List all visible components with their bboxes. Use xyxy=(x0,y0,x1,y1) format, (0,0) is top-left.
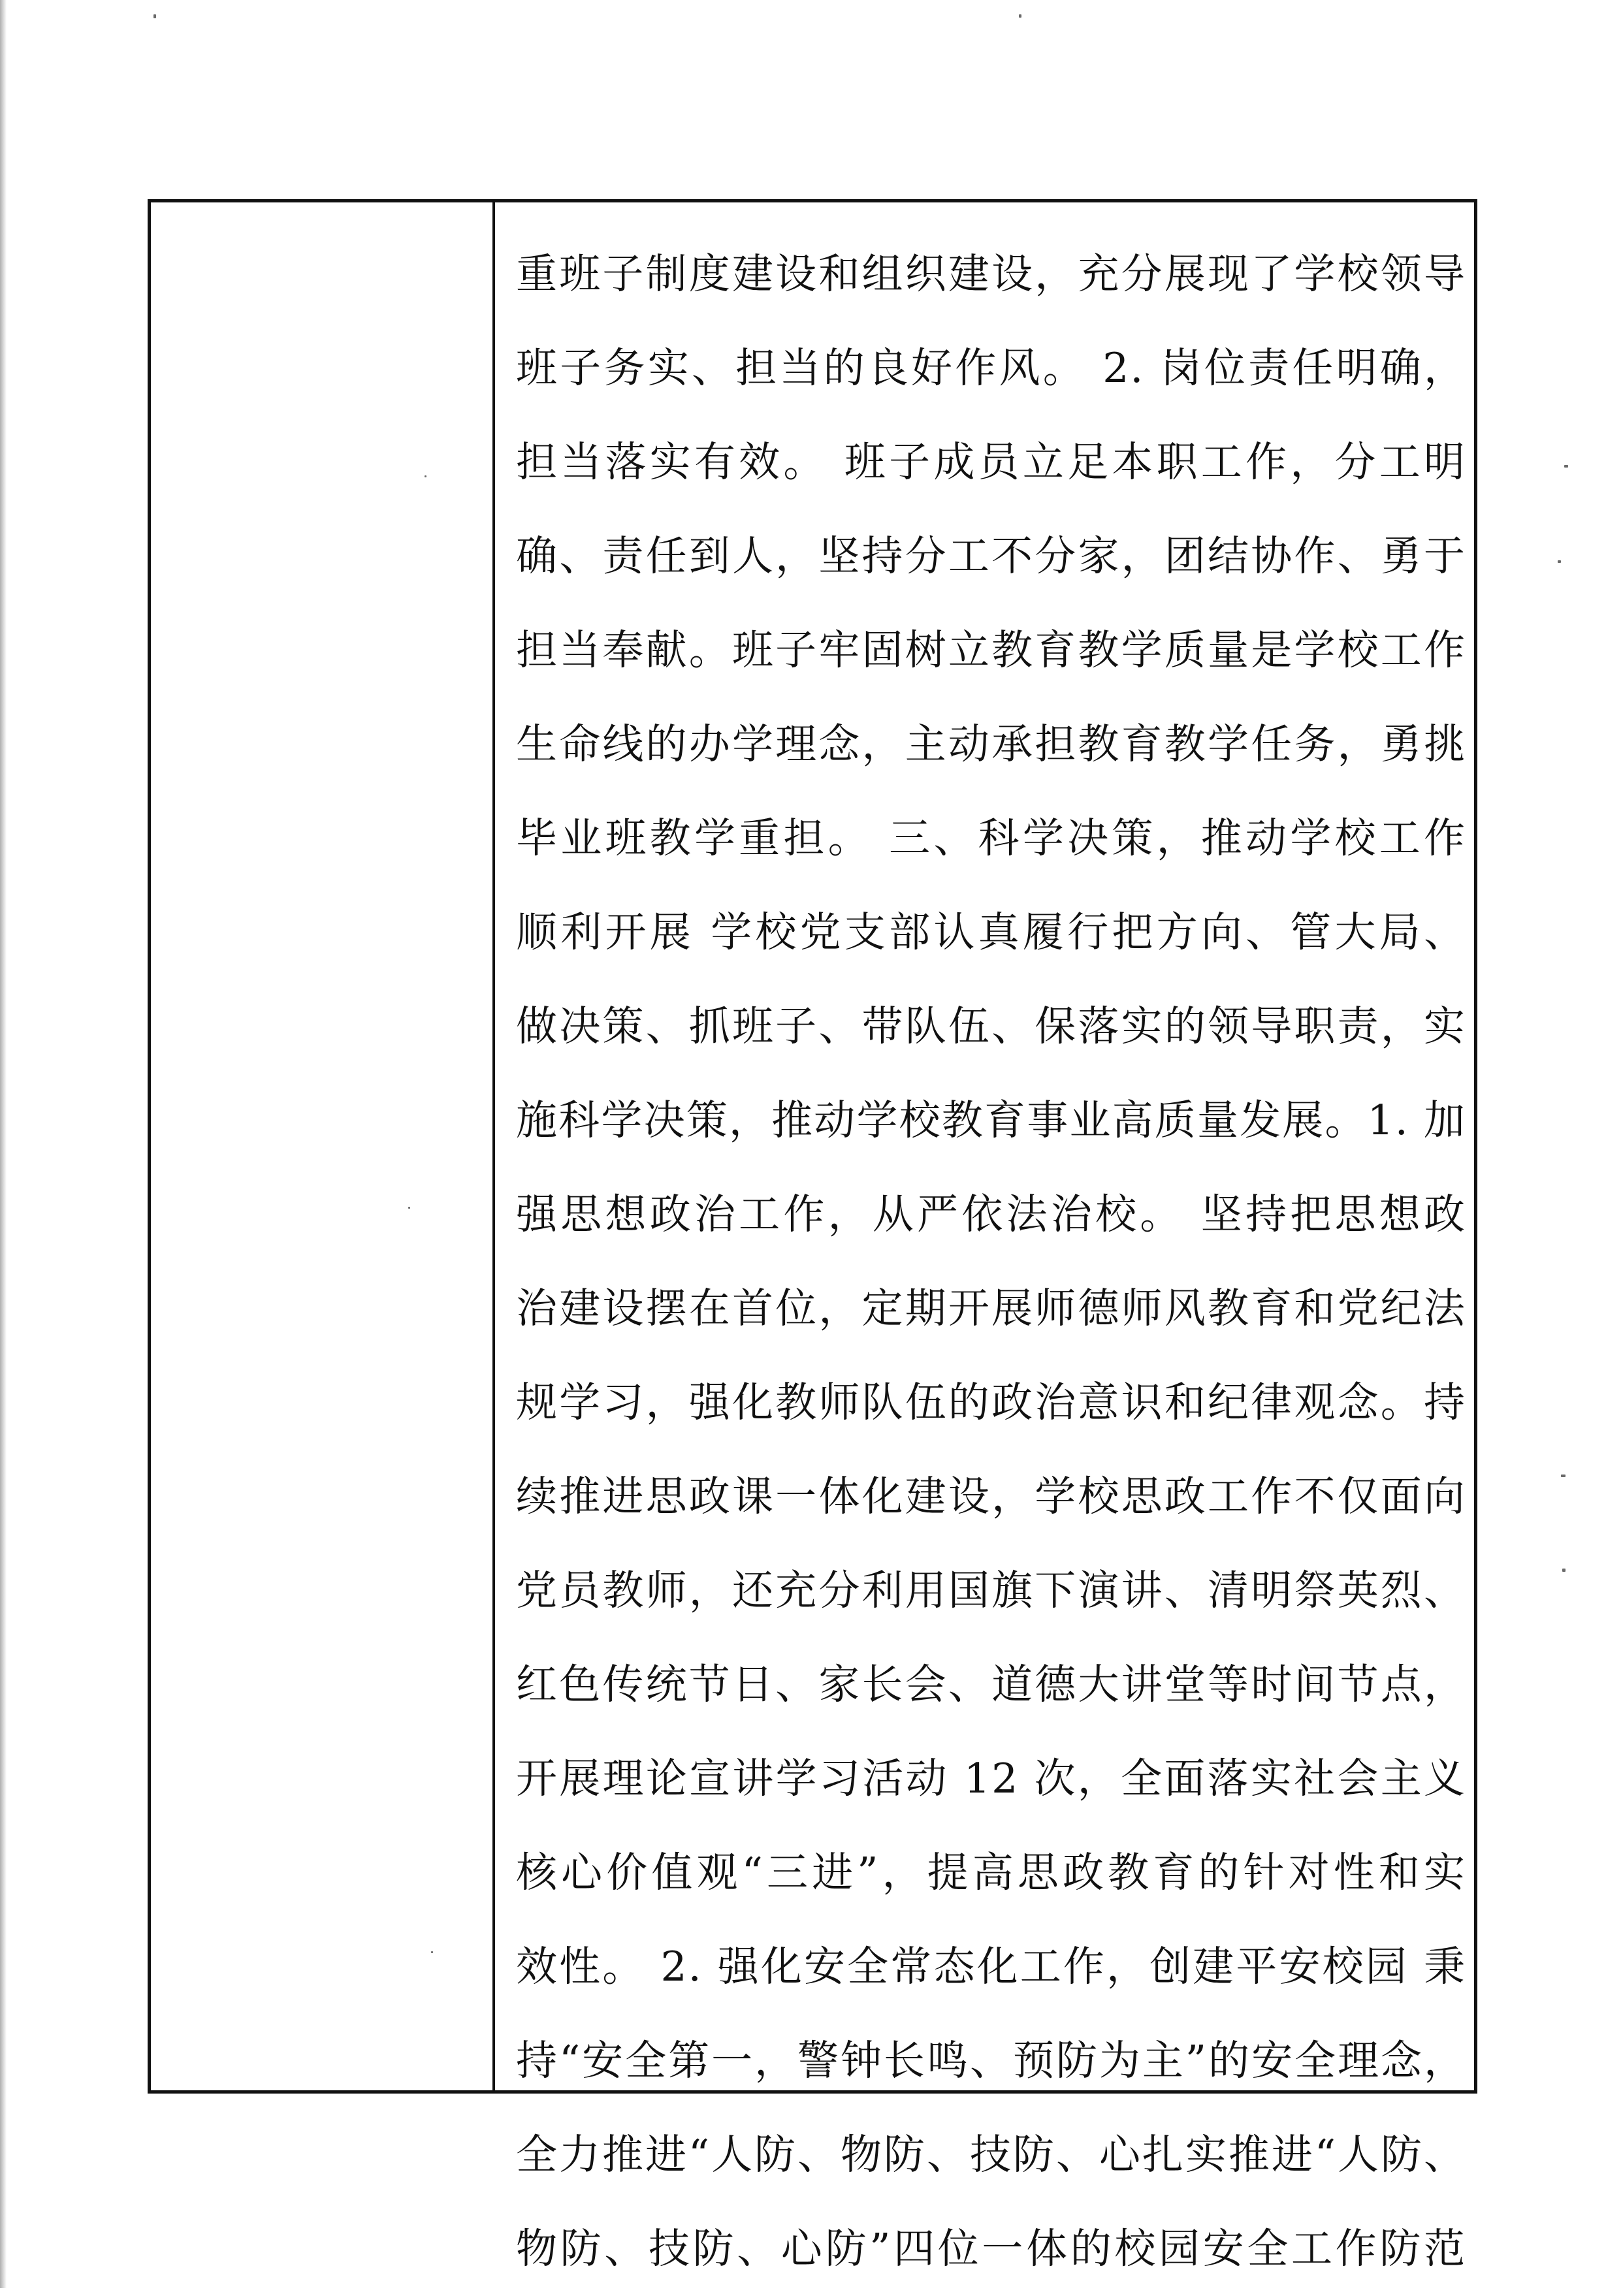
text-line: 持“安全第一，警钟长鸣、预防为主”的安全理念， xyxy=(516,2037,1466,2084)
document-table xyxy=(148,199,1477,2272)
text-line: 规学习，强化教师队伍的政治意识和纪律观念。持 xyxy=(516,1379,1466,1426)
content-paragraph xyxy=(516,227,1466,2296)
text-line: 确、责任到人，坚持分工不分家，团结协作、勇于 xyxy=(516,532,1466,580)
scan-page-edge xyxy=(0,0,7,2288)
scan-speck xyxy=(1562,1569,1566,1572)
right-content-cell xyxy=(495,202,1474,2272)
text-line: 班子务实、担当的良好作风。 2. 岗位责任明确， xyxy=(516,344,1466,392)
text-line: 顺利开展 学校党支部认真履行把方向、管大局、 xyxy=(516,908,1466,956)
text-line: 治建设摆在首位，定期开展师德师风教育和党纪法 xyxy=(516,1284,1466,1332)
text-line: 续推进思政课一体化建设，学校思政工作不仅面向 xyxy=(516,1473,1466,1520)
left-label-cell xyxy=(151,202,495,2090)
text-line: 全力推进“人防、物防、技防、心扎实推进“人防、 xyxy=(516,2131,1466,2178)
text-line: 施科学决策，推动学校教育事业高质量发展。1. 加 xyxy=(516,1096,1466,1144)
text-line: 担当奉献。班子牢固树立教育教学质量是学校工作 xyxy=(516,626,1466,674)
scan-speck xyxy=(153,14,156,18)
text-line: 核心价值观“三进”，提高思政教育的针对性和实 xyxy=(516,1849,1466,1896)
text-line: 做决策、抓班子、带队伍、保落实的领导职责，实 xyxy=(516,1002,1466,1050)
text-line: 毕业班教学重担。 三、科学决策，推动学校工作 xyxy=(516,814,1466,862)
text-line: 红色传统节日、家长会、道德大讲堂等时间节点， xyxy=(516,1661,1466,1708)
scan-speck xyxy=(1019,14,1021,18)
scan-speck xyxy=(1564,465,1568,468)
text-line: 开展理论宣讲学习活动 12 次，全面落实社会主义 xyxy=(516,1755,1466,1802)
text-line: 担当落实有效。 班子成员立足本职工作，分工明 xyxy=(516,438,1466,486)
text-line: 重班子制度建设和组织建设，充分展现了学校领导 xyxy=(516,250,1466,298)
scan-speck xyxy=(1558,560,1561,563)
text-line: 效性。 2. 强化安全常态化工作，创建平安校园 秉 xyxy=(516,1943,1466,1990)
text-line: 党员教师，还充分利用国旗下演讲、清明祭英烈、 xyxy=(516,1567,1466,1614)
text-line: 强思想政治工作，从严依法治校。 坚持把思想政 xyxy=(516,1190,1466,1238)
text-line: 生命线的办学理念，主动承担教育教学任务，勇挑 xyxy=(516,720,1466,768)
scan-speck xyxy=(1561,1475,1566,1477)
text-line: 物防、技防、心防”四位一体的校园安全工作防范 xyxy=(516,2225,1466,2272)
